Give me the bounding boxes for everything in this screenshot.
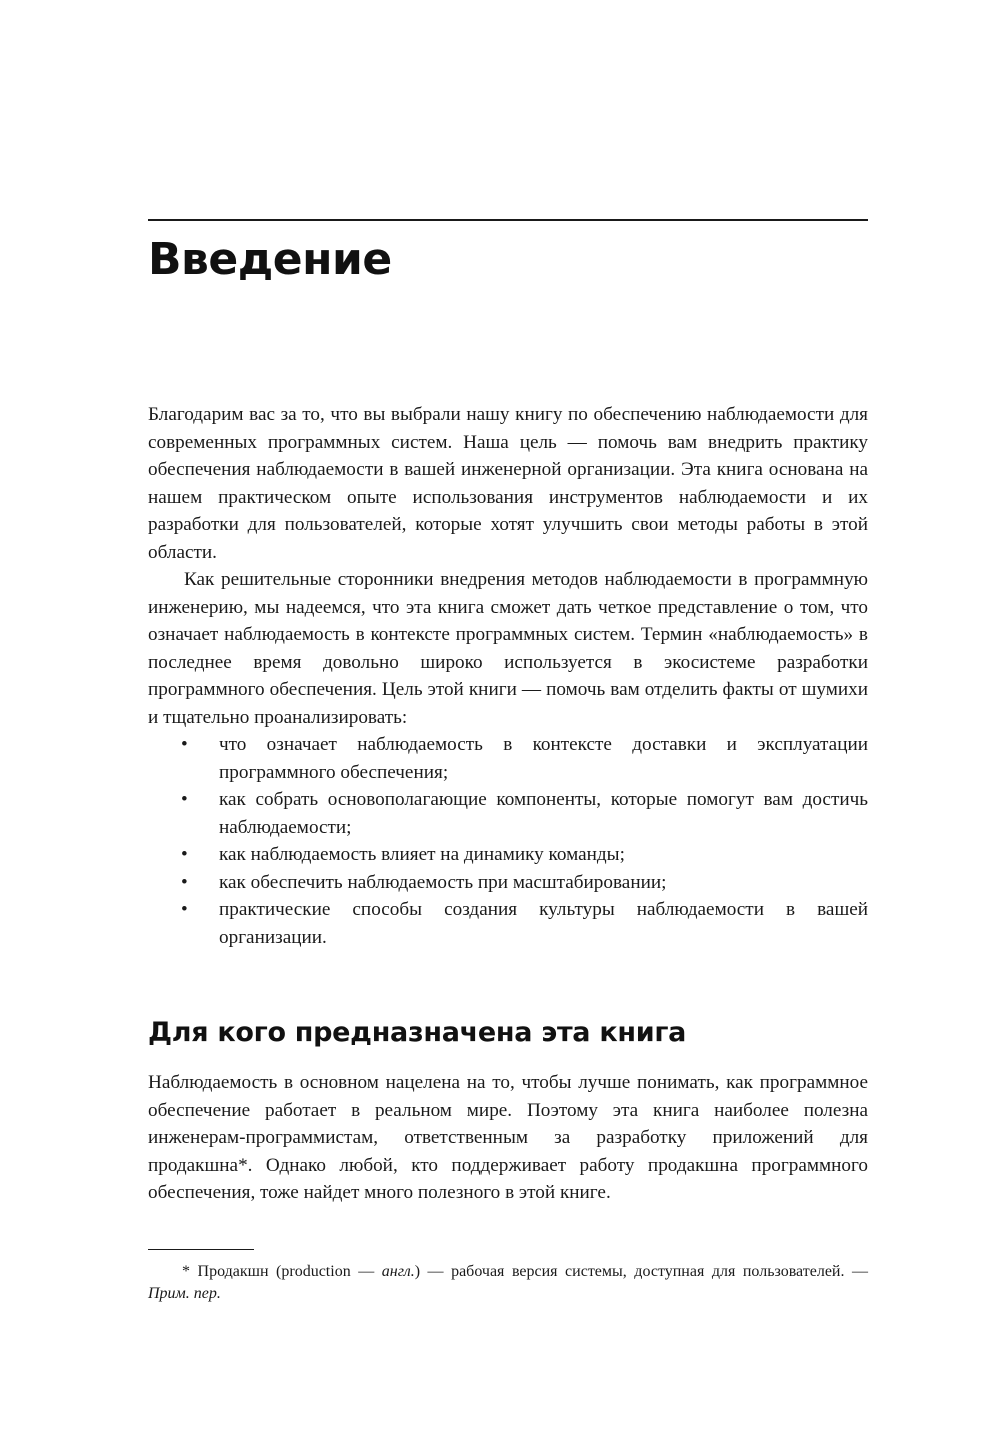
- list-item-text: практические способы создания культуры наблюдаемости в вашей организации.: [219, 899, 868, 948]
- footnote-note-author: Прим. пер.: [148, 1285, 221, 1302]
- bullet-icon: •: [181, 734, 188, 755]
- footnote-text-end: ) — рабочая версия системы, доступная для пользователей. —: [414, 1263, 869, 1280]
- topics-list: [148, 731, 868, 951]
- list-item-text: что означает наблюдаемость в контексте доставки и эксплуатации программного обеспечения;: [219, 734, 868, 783]
- intro-paragraph-2: Как решительные сторонники внедрения методов наблюдаемости в программную инженерию, мы надеемся, что эта книга сможет дать четкое представление о том, что означает наблюдаемость в контексте программных систем. Термин «наблюдаемость» в последнее время довольно широко используется в экосистеме разработки программного обеспечения. Цель этой книги — помочь вам отделить факты от шумихи и тщательно проанализировать:: [148, 569, 868, 728]
- list-item-text: как собрать основополагающие компоненты, которые помогут вам достичь наблюдаемости;: [219, 789, 868, 838]
- intro-paragraph-1: Благодарим вас за то, что вы выбрали нашу книгу по обеспечению наблюдаемости для современных программных систем. Наша цель — помочь вам внедрить практику обеспечения наблюдаемости в вашей инженерной организации. Эта книга основана на нашем практическом опыте использования инструментов наблюдаемости и их разработки для пользователей, которые хотят улучшить свои методы работы в этой области.: [148, 404, 868, 563]
- bullet-icon: •: [181, 844, 188, 865]
- list-item: [148, 731, 868, 786]
- list-item: [148, 869, 868, 897]
- list-item-text: как обеспечить наблюдаемость при масштабировании;: [219, 871, 667, 893]
- bullet-icon: •: [181, 899, 188, 920]
- bullet-icon: •: [181, 789, 188, 810]
- bullet-icon: •: [181, 871, 188, 893]
- list-item-text: как наблюдаемость влияет на динамику команды;: [219, 844, 625, 865]
- list-item: [148, 786, 868, 841]
- intro-body: [148, 401, 868, 951]
- chapter-top-rule: [148, 219, 868, 221]
- footnote: [148, 1261, 868, 1305]
- list-item: [148, 896, 868, 951]
- list-item: [148, 841, 868, 869]
- footnote-lang-abbr: англ.: [381, 1263, 415, 1280]
- chapter-title: Введение: [148, 234, 392, 285]
- footnote-marker: *: [182, 1263, 190, 1280]
- footnote-rule: [148, 1249, 254, 1250]
- section-paragraph: Наблюдаемость в основном нацелена на то, чтобы лучше понимать, как программное обеспечение работает в реальном мире. Поэтому эта книга наиболее полезна инженерам-программистам, ответственным за разработку приложений для продакшна*. Однако любой, кто поддерживает работу продакшна программного обеспечения, тоже найдет много полезного в этой книге.: [148, 1072, 868, 1203]
- footnote-text-start: Продакшн (production —: [197, 1263, 382, 1280]
- section-title: Для кого предназначена эта книга: [148, 1017, 687, 1048]
